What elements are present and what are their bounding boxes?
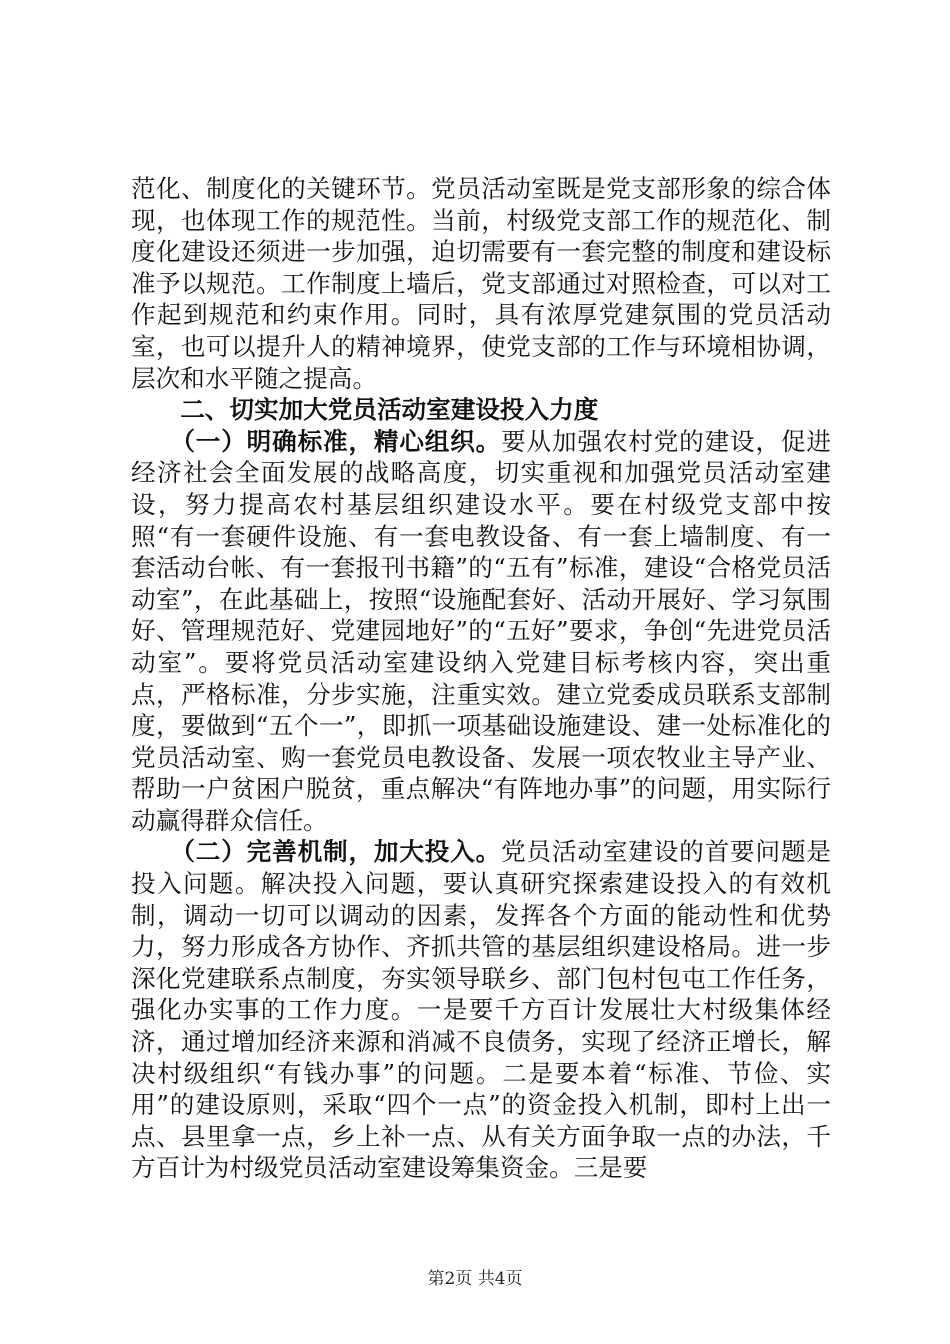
paragraph-mechanism <box>131 836 831 1184</box>
paragraph-standards <box>131 426 831 837</box>
section-heading: 二、切实加大党员活动室建设投入力度 <box>180 395 599 425</box>
subsection-heading-mechanism: （二）完善机制，加大投入。 <box>170 837 502 867</box>
paragraph-mechanism-text: 党员活动室建设的首要问题是投入问题。解决投入问题，要认真研究探索建设投入的有效机制，调动一切可以调动的因素，发挥各个方面的能动性和优势力，努力形成各方协作、齐抓共管的基层组织建设格局。进一步深化党建联系点制度，夯实领导联乡、部门包村包屯工作任务，强化办实事的工作力度。一是要千方百计发展壮大村级集体经济，通过增加经济来源和消减不良债务，实现了经济正增长，解决村级组织“有钱办事”的问题。二是要本着“标准、节俭、实用”的建设原则，采取“四个一点”的资金投入机制，即村上出一点、县里拿一点，乡上补一点、从有关方面争取一点的办法，千方百计为村级党员活动室建设筹集资金。三是要 <box>131 837 831 1183</box>
subsection-heading-standards: （一）明确标准，精心组织。 <box>170 426 502 456</box>
document-body <box>131 173 831 1184</box>
paragraph-continuation: 范化、制度化的关键环节。党员活动室既是党支部形象的综合体现，也体现工作的规范性。当前，村级党支部工作的规范化、制度化建设还须进一步加强，迫切需要有一套完整的制度和建设标准予以规范。工作制度上墙后，党支部通过对照检查，可以对工作起到规范和约束作用。同时，具有浓厚党建氛围的党员活动室，也可以提升人的精神境界，使党支部的工作与环境相协调，层次和水平随之提高。 <box>131 174 831 393</box>
page-number-footer: 第2页 共4页 <box>427 1269 523 1289</box>
paragraph-standards-text: 要从加强农村党的建设，促进经济社会全面发展的战略高度，切实重视和加强党员活动室建设，努力提高农村基层组织建设水平。要在村级党支部中按照“有一套硬件设施、有一套电教设备、有一套上墙制度、有一套活动台帐、有一套报刊书籍”的“五有”标准，建设“合格党员活动室”，在此基础上，按照“设施配套好、活动开展好、学习氛围好、管理规范好、党建园地好”的“五好”要求，争创“先进党员活动室”。要将党员活动室建设纳入党建目标考核内容，突出重点，严格标准，分步实施，注重实效。建立党委成员联系支部制度，要做到“五个一”，即抓一项基础设施建设、建一处标准化的党员活动室、购一套党员电教设备、发展一项农牧业主导产业、帮助一户贫困户脱贫，重点解决“有阵地办事”的问题，用实际行动赢得群众信任。 <box>131 426 831 835</box>
